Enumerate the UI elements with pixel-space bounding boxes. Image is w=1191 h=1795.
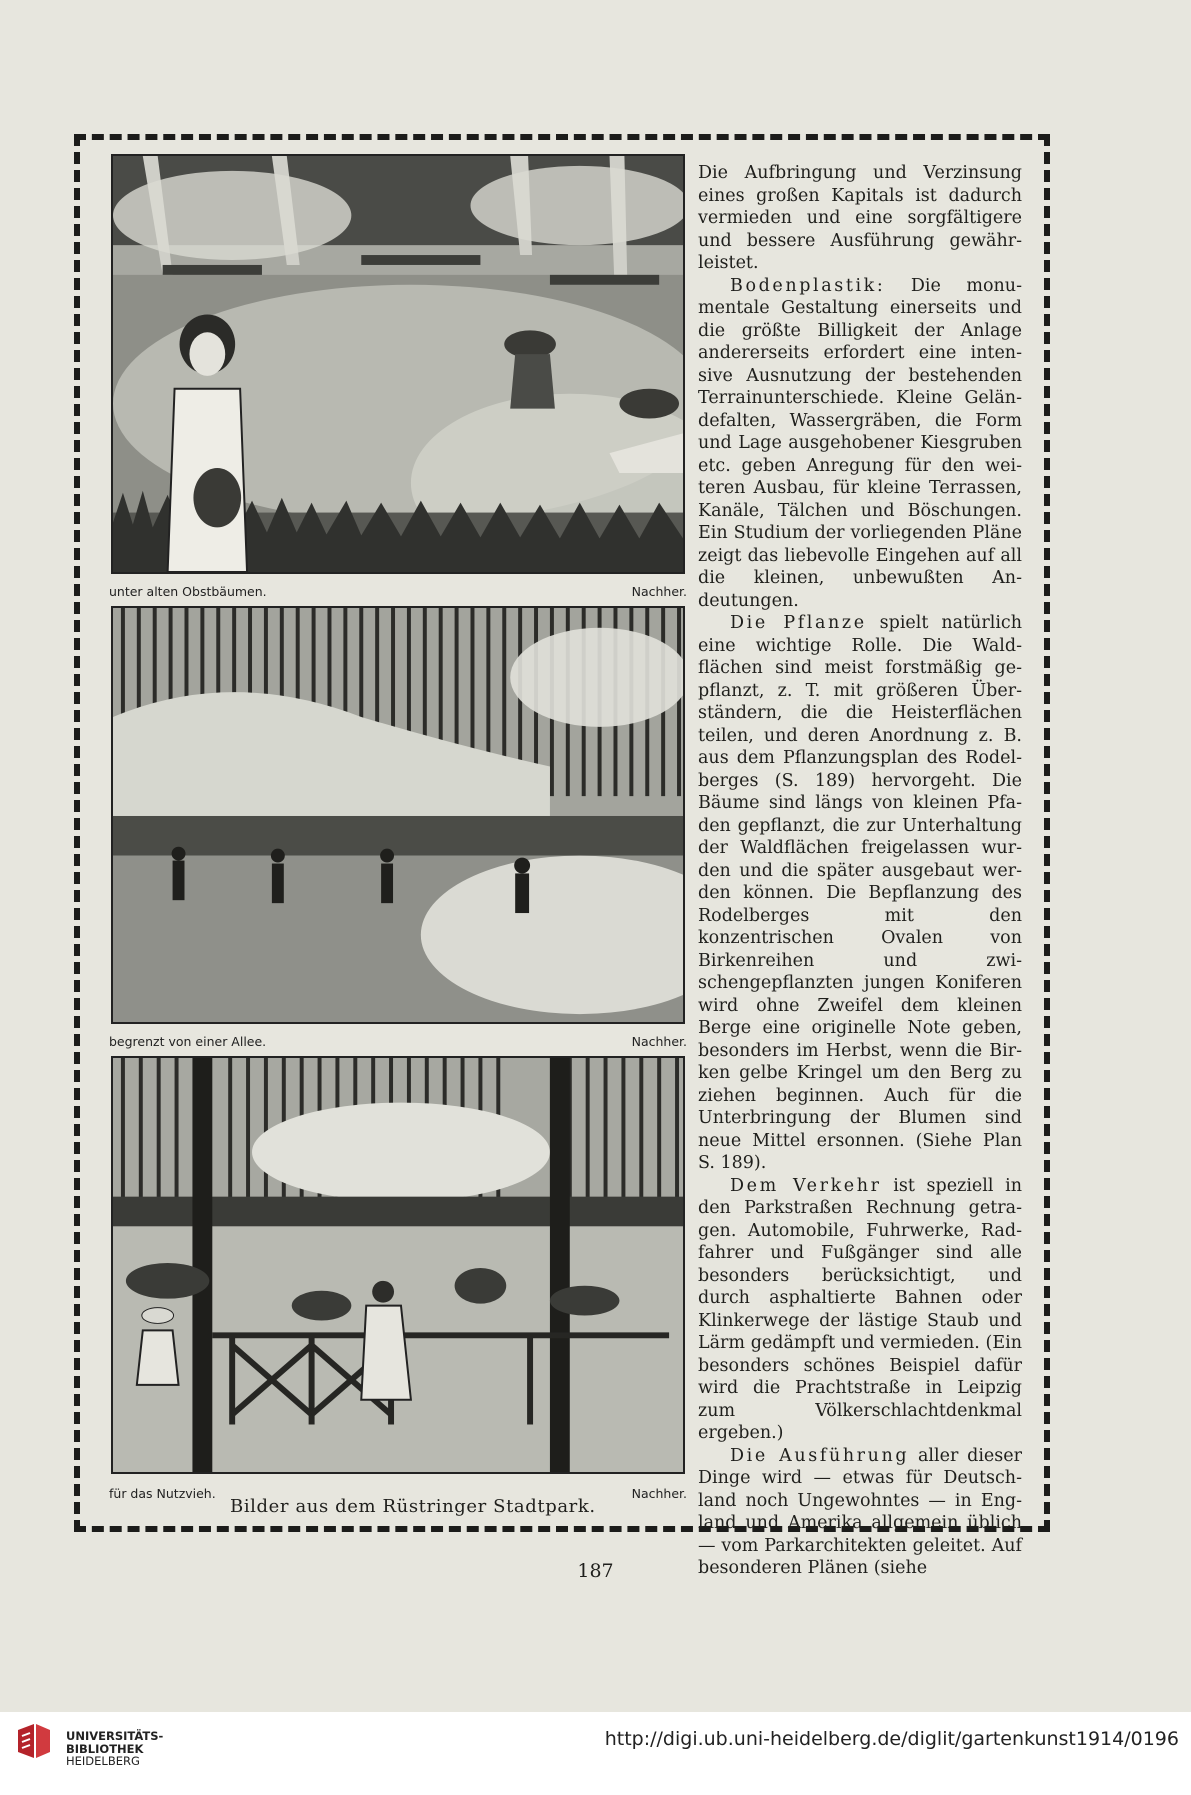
paragraph-bodenplastik bbox=[698, 275, 1022, 613]
body-ausfuehrung: aller dieser Dinge wird — etwas für Deutschland noch Ungewohntes — in England und Amerika allgemein üblich — vom Parkarchitekten geleitet. Auf besonderen Plänen (siehe bbox=[698, 1445, 1022, 1578]
heading-verkehr: Dem Verkehr bbox=[730, 1175, 882, 1196]
heading-bodenplastik: Bodenplastik: bbox=[730, 275, 886, 296]
body-pflanze: spielt natürlich eine wichtige Rolle. Die Waldflächen sind meist forstmäßig gepflanzt, z. T. mit größeren Überständern, die die Heisterflächen teilen, und deren Anordnung z. B. aus dem Pflanzungsplan des Rodelberges (S. 189) hervorgeht. Die Bäume sind längs von kleinen Pfaden gepflanzt, die zur Unterhaltung der Waldflächen freigelassen wurden und die später ausgebaut werden können. Die Bepflanzung des Rodelberges mit den konzentrischen Ovalen von Birkenreihen und zwischengepflanzten jungen Koniferen wird ohne Zweifel dem kleinen Berge eine originelle Note geben, besonders im Herbst, wenn die Birken gelbe Kringel um den Berg zu ziehen beginnen. Auch für die Unterbringung der Blumen sind neue Mittel ersonnen. (Siehe Plan S. 189). bbox=[698, 613, 1023, 1173]
illustration-orchard bbox=[111, 154, 685, 574]
caption-left-3: für das Nutzvieh. bbox=[109, 1486, 216, 1501]
caption-left-1: unter alten Obstbäumen. bbox=[109, 584, 267, 599]
text-column bbox=[698, 162, 1022, 1580]
library-name bbox=[66, 1730, 163, 1768]
illustration-avenue bbox=[111, 606, 685, 1024]
library-footer bbox=[0, 1712, 1191, 1795]
library-logo-icon bbox=[14, 1722, 54, 1762]
library-name-line3: HEIDELBERG bbox=[66, 1754, 140, 1768]
caption-right-2: Nachher. bbox=[631, 1034, 687, 1049]
library-name-line2: BIBLIOTHEK bbox=[66, 1741, 144, 1756]
page-number: 187 bbox=[577, 1560, 614, 1582]
avenue-drawing bbox=[113, 608, 683, 1022]
pasture-drawing bbox=[113, 1058, 683, 1472]
illustration-pasture bbox=[111, 1056, 685, 1474]
body-verkehr: ist speziell in den Parkstraßen Rechnung getragen. Automobile, Fuhrwerke, Radfahrer und Fußgänger sind alle besonders berücksichtigt, und durch asphaltierte Bahnen oder Klinkerwege der lästige Staub und Lärm gedämpft und vermieden. (Ein besonders schönes Beispiel dafür wird die Prachtstraße in Leipzig zum Völkerschlachtdenkmal ergeben.) bbox=[698, 1175, 1022, 1443]
figure-title: Bilder aus dem Rüstringer Stadtpark. bbox=[230, 1496, 596, 1517]
caption-left-2: begrenzt von einer Allee. bbox=[109, 1034, 267, 1049]
source-url-link[interactable]: http://digi.ub.uni-heidelberg.de/diglit/gartenkunst1914/0196 bbox=[604, 1728, 1179, 1750]
heading-ausfuehrung: Die Ausführung bbox=[730, 1445, 910, 1466]
paragraph-pflanze bbox=[698, 612, 1022, 1175]
heading-pflanze: Die Pflanze bbox=[730, 613, 867, 633]
body-bodenplastik: Die monumentale Gestaltung einerseits und die größte Billigkeit der Anlage andererseits erfordert eine intensive Ausnutzung der bestehenden Terrainunterschiede. Kleine Geländefalten, Wassergräben, die Form und Lage ausgehobener Kiesgruben etc. geben Anregung für den weiteren Ausbau, für kleine Terrassen, Kanäle, Tälchen und Böschungen. Ein Studium der vorliegenden Pläne zeigt das liebevolle Eingehen auf all die kleinen, unbewußten Andeutungen. bbox=[698, 275, 1022, 611]
caption-right-3: Nachher. bbox=[631, 1486, 687, 1501]
orchard-drawing bbox=[113, 156, 683, 572]
library-name-line1: UNIVERSITÄTS- bbox=[66, 1729, 164, 1743]
paragraph-verkehr bbox=[698, 1175, 1022, 1445]
paragraph-1: Die Aufbringung und Verzinsung eines großen Kapitals ist dadurch vermieden und eine sorgfältigere und bessere Ausführung gewährleistet. bbox=[698, 163, 1022, 273]
caption-right-1: Nachher. bbox=[631, 584, 687, 599]
